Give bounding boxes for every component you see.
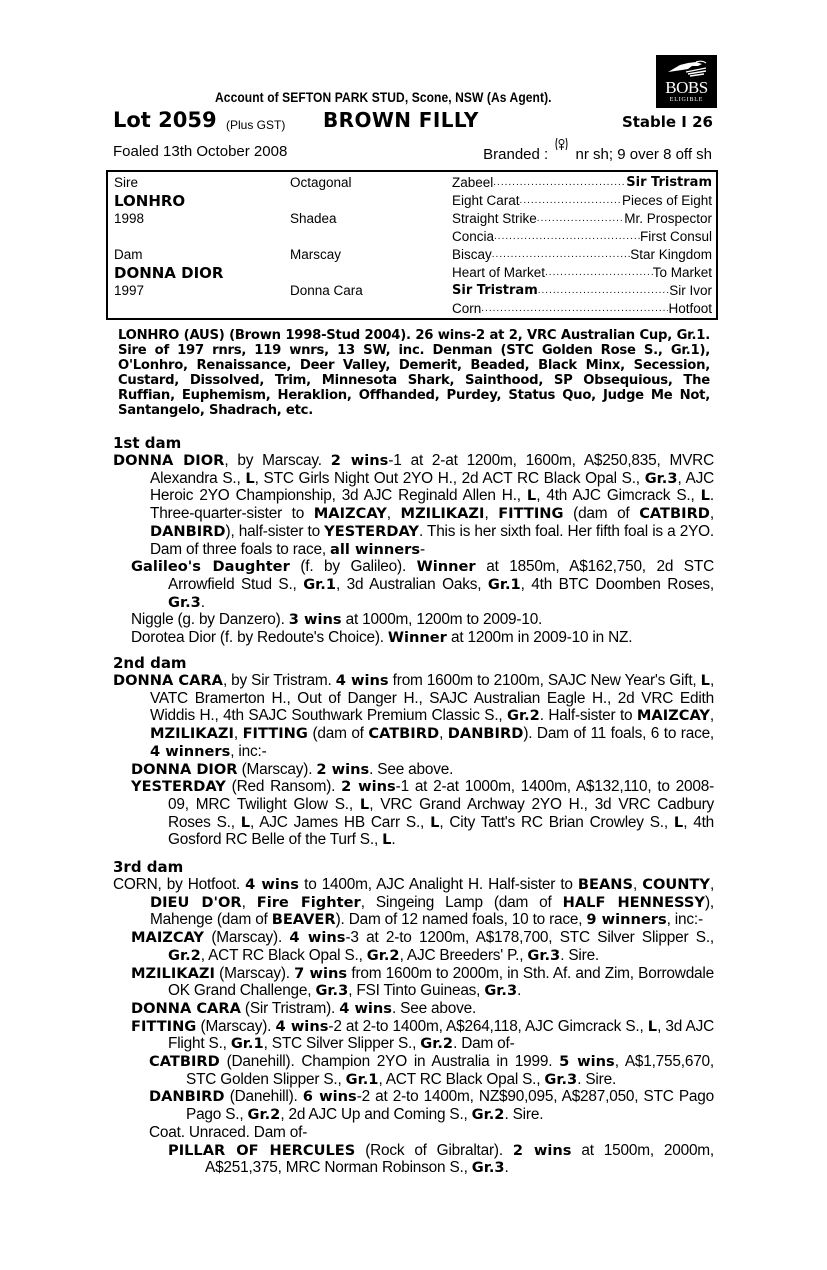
entry-text: , 3d AJC Flight S., [168, 1017, 714, 1053]
bold-text: Gr.2 [506, 707, 540, 725]
bold-text: L [382, 831, 392, 849]
pedigree-entry [113, 1142, 714, 1177]
bold-text: Gr.3 [471, 1159, 505, 1177]
bold-text: L [673, 813, 684, 831]
bold-text: Gr.3 [315, 982, 349, 1000]
entry-text: at 1850m, A$162,750, 2d STC Arrowfield Stud S., [168, 558, 714, 593]
bold-text: 2 wins [316, 760, 370, 778]
entry-text: . Dam of- [453, 1035, 515, 1053]
bold-text: Gr.2 [420, 1035, 454, 1053]
entry-text: at 1500m, 2000m, A$251,375, MRC Norman Robinson S., [205, 1141, 714, 1177]
pedigree-entry [113, 1018, 714, 1053]
bold-text: L [240, 813, 251, 831]
bold-text: HALF HENNESSY [562, 893, 705, 911]
bold-text: FITTING [498, 505, 564, 523]
entry-text: , inc:- [666, 911, 703, 929]
entry-text: Dorotea Dior (f. by Redoute's Choice). [131, 629, 388, 647]
entry-text: (Sir Tristram). [240, 999, 340, 1017]
bold-text: CATBIRD [639, 505, 710, 523]
bold-text: BEAVER [271, 911, 336, 929]
bold-text: all winners [330, 540, 421, 558]
entry-text: . Half-sister to [539, 707, 637, 725]
bold-text: Galileo's Daughter [131, 558, 290, 576]
bold-text: 7 wins [294, 964, 348, 982]
great-grandparent-row [452, 192, 712, 210]
bobs-eligible-logo [656, 55, 717, 108]
bold-text: Gr.1 [345, 1070, 379, 1088]
bold-text: L [700, 672, 710, 689]
entry-text: ), half-sister to [225, 522, 325, 540]
entry-text: , by Marscay. [224, 452, 331, 469]
entry-text: . [391, 831, 396, 849]
sire-name: LONHRO [114, 192, 186, 210]
bold-text: FITTING [131, 1017, 197, 1035]
entry-text: . [517, 982, 522, 1000]
entry-text: (Danehill). Champion 2YO in Australia in 1999. [219, 1053, 560, 1071]
entry-text: CORN, by Hotfoot. [113, 876, 246, 893]
bold-text: L [359, 795, 370, 813]
bold-text: MAIZCAY [313, 505, 387, 523]
bold-text: DONNA DIOR [131, 760, 238, 778]
bold-text: DONNA CARA [131, 999, 241, 1017]
entry-text: from 1600m to 2000m, in Sth. Af. and Zim, Borrowdale OK Grand Challenge, [168, 964, 714, 1000]
entry-text: , AJC Heroic 2YO Championship, 3d AJC Reginald Allen H., [150, 469, 714, 505]
entry-text: . Sire. [504, 1106, 544, 1124]
stable-location: Stable I 26 [621, 113, 713, 131]
bold-text: Gr.2 [247, 1106, 281, 1124]
entry-text: , [484, 505, 499, 523]
grandsire-paternal: Octagonal [290, 175, 352, 190]
bold-text: DIEU D'OR [150, 893, 242, 911]
bold-text: COUNTY [642, 876, 710, 893]
bold-text: Gr.2 [366, 946, 400, 964]
great-great-grandsire: To Market [652, 265, 712, 280]
dam-entries [113, 876, 714, 1177]
entry-text: ). Dam of 11 foals, 6 to race, [523, 725, 715, 743]
entry-text: (Marscay). [214, 964, 295, 982]
entry-text: , STC Girls Night Out 2YO H., 2d ACT RC Black Opal S., [254, 469, 645, 487]
entry-text: -2 at 2-to 1400m, NZ$90,095, A$287,050, STC Pago Pago S., [186, 1088, 715, 1124]
pedigree-entry [113, 629, 714, 647]
bold-text: Gr.1 [487, 575, 521, 593]
bold-text: Gr.3 [168, 593, 201, 611]
entry-text: , AJC Breeders' P., [399, 946, 528, 964]
bold-text: L [526, 487, 537, 505]
bold-text: 4 wins [335, 672, 389, 689]
circled-brand-icon [554, 136, 569, 156]
bold-text: Gr.1 [230, 1035, 264, 1053]
bold-text: 4 wins [245, 876, 299, 893]
bold-text: L [700, 487, 710, 505]
entry-text: , AJC James HB Carr S., [250, 813, 431, 831]
great-granddam: Concia [452, 229, 495, 244]
great-granddam: Sir Tristram [452, 283, 538, 298]
bold-text: DANBIRD [149, 1088, 225, 1106]
entry-text: (Danehill). [224, 1088, 303, 1106]
entry-text: , [709, 505, 714, 523]
entry-text: , [233, 725, 243, 743]
bold-text: 2 wins [341, 778, 396, 796]
entry-text: , 4th Gosford RC Belle of the Turf S., [168, 813, 714, 849]
dot-leader [520, 192, 622, 210]
bold-text: Gr.1 [303, 575, 336, 593]
branded-label: Branded : [483, 146, 549, 163]
entry-text: (Marscay). [237, 760, 317, 778]
entry-text: , VATC Bramerton H., Out of Danger H., SAJC Australian Eagle H., 2d VRC Edith Widdis H., 4th SAJC Southwark Premium Classic S., [150, 672, 715, 725]
bold-text: MAIZCAY [636, 707, 710, 725]
entry-text: , VRC Grand Archway 2YO H., 3d VRC Cadbury Roses S., [168, 795, 714, 831]
entry-text: -2 at 2-to 1400m, A$264,118, AJC Gimcrack S., [328, 1017, 648, 1035]
entry-text: Coat. Unraced. Dam of- [149, 1123, 308, 1141]
entry-text: (f. by Galileo). [289, 558, 417, 576]
vendor-account: Account of SEFTON PARK STUD, Scone, NSW (As Agent). [215, 89, 552, 105]
logo-text: BOBS [665, 78, 708, 97]
dot-leader [494, 228, 640, 246]
bold-text: 2 wins [512, 1141, 572, 1159]
bold-text: MZILIKAZI [150, 725, 234, 743]
dam-label: Dam [114, 247, 143, 262]
bold-text: 4 winners [150, 742, 231, 760]
pedigree-entry [113, 611, 714, 629]
great-granddam: Heart of Market [452, 265, 546, 280]
entry-text: , [386, 505, 401, 523]
great-grandparent-row [452, 174, 712, 192]
section-heading: 3rd dam [113, 858, 184, 876]
entry-text: (Marscay). [204, 929, 290, 947]
pedigree-entry [113, 778, 714, 849]
pedigree-entry [113, 672, 714, 761]
great-granddam: Corn [452, 301, 482, 316]
section-heading: 1st dam [113, 434, 182, 452]
entry-text: . See above. [392, 999, 477, 1017]
brand-marks-text: nr sh; 9 over 8 off sh [575, 146, 712, 163]
pedigree-entry [113, 876, 714, 929]
entry-text: , [633, 876, 643, 893]
bold-text: 4 wins [275, 1017, 329, 1035]
entry-text: . [504, 1159, 509, 1177]
great-great-grandsire: Mr. Prospector [624, 211, 712, 226]
pedigree-table [106, 170, 718, 320]
bold-text: CATBIRD [368, 725, 440, 743]
great-great-grandsire: Star Kingdom [630, 247, 712, 262]
bold-text: 9 winners [586, 911, 667, 929]
grandsire-maternal: Marscay [290, 247, 342, 262]
pedigree-entry [113, 1124, 714, 1142]
granddam-maternal: Donna Cara [290, 283, 363, 298]
great-great-grandsire: Sir Ivor [669, 283, 712, 298]
entry-text: at 1200m in 2009-10 in NZ. [446, 629, 633, 647]
pedigree-entry [113, 1053, 714, 1088]
bold-text: Gr.3 [484, 982, 518, 1000]
pedigree-entry [113, 558, 714, 611]
bold-text: DANBIRD [447, 725, 524, 743]
great-grandparent-row [452, 228, 712, 246]
entry-text: , ACT RC Black Opal S., [378, 1070, 545, 1088]
entry-text: ), Mahenge (dam of [150, 893, 714, 929]
entry-text: , 3d Australian Oaks, [336, 575, 488, 593]
entry-text: Niggle (g. by Danzero). [131, 611, 289, 629]
entry-text: , STC Silver Slipper S., [263, 1035, 421, 1053]
bold-text: Gr.3 [544, 1070, 578, 1088]
third-dam-section [113, 859, 714, 1177]
second-dam-section [113, 655, 714, 849]
entry-text: , 2d AJC Up and Coming S., [280, 1106, 472, 1124]
logo-subtext: ELIGIBLE [669, 97, 704, 103]
entry-text: , inc:- [230, 742, 267, 760]
bold-text: 3 wins [288, 611, 342, 629]
bold-text: Winner [416, 558, 476, 576]
dot-leader [493, 174, 626, 192]
entry-text: . [200, 593, 205, 611]
bold-text: YESTERDAY [131, 778, 226, 796]
entry-text: at 1000m, 1200m to 2009-10. [341, 611, 543, 629]
entry-text: , 4th BTC Doomben Roses, [520, 575, 715, 593]
bold-text: L [647, 1017, 658, 1035]
bold-text: DONNA DIOR [113, 452, 225, 469]
bold-text: 6 wins [302, 1088, 357, 1106]
bold-text: Fire Fighter [256, 893, 361, 911]
entry-text: , ACT RC Black Opal S., [200, 946, 367, 964]
pedigree-entry [113, 929, 714, 964]
great-great-grandsire: Pieces of Eight [621, 193, 712, 208]
bold-text: BEANS [577, 876, 634, 893]
great-grandparent-row [452, 300, 712, 318]
pedigree-entry [113, 1088, 714, 1123]
bold-text: MZILIKAZI [400, 505, 485, 523]
entry-text: , Singeing Lamp (dam of [360, 893, 563, 911]
entry-text: . This is her sixth foal. Her fifth foal is a 2YO. Dam of three foals to race, [150, 522, 714, 558]
entry-text: . See above. [369, 760, 454, 778]
dam-entries [113, 452, 714, 647]
dot-leader [481, 300, 668, 318]
bold-text: 2 wins [330, 452, 389, 469]
great-grandparent-row [452, 246, 712, 264]
pedigree-entry [113, 452, 714, 558]
dot-leader [538, 282, 669, 300]
entry-text: -1 at 2-at 1000m, 1400m, A$132,110, to 2008-09, MRC Twilight Glow S., [168, 778, 714, 813]
granddam-paternal: Shadea [290, 211, 337, 226]
great-granddam: Biscay [452, 247, 492, 262]
sire-summary: LONHRO (AUS) (Brown 1998-Stud 2004). 26 wins-2 at 2, VRC Australian Cup, Gr.1. Sire of 197 rnrs, 119 wnrs, 13 SW, inc. Denman (STC Golden Rose S., Gr.1), O'Lonhro, Renaissance, Deer Valley, Demerit, Beaded, Black Minx, Secession, Custard, Dissolved, Trim, Minnesota Shark, Sainthood, SP Obsequious, The Ruffian, Euphemism, Heraklion, Offhanded, Purdey, Status Quo, Judge Me Not, Santangelo, Shadrach, etc. [118, 328, 710, 418]
entry-text: , City Tatt's RC Brian Crowley S., [439, 813, 674, 831]
entry-text: , [709, 876, 715, 893]
entry-text: , A$1,755,670, STC Golden Slipper S., [186, 1053, 714, 1088]
sire-label: Sire [114, 175, 139, 190]
entry-text: to 1400m, AJC Analight H. Half-sister to [299, 876, 578, 893]
entry-text: (dam of [307, 725, 369, 743]
great-granddam: Straight Strike [452, 211, 537, 226]
entry-text: , 4th AJC Gimcrack S., [536, 487, 701, 505]
great-great-grandsire: Sir Tristram [626, 175, 712, 190]
sire-year: 1998 [114, 211, 145, 226]
great-granddam: Zabeel [452, 175, 494, 190]
bold-text: 4 wins [339, 999, 392, 1017]
bold-text: 5 wins [559, 1053, 615, 1071]
entry-text: - [420, 540, 425, 558]
bold-text: 4 wins [289, 929, 346, 947]
bold-text: Gr.3 [527, 946, 561, 964]
great-grandparent-row [452, 282, 712, 300]
great-great-grandsire: Hotfoot [668, 301, 712, 316]
entry-text: , FSI Tinto Guineas, [348, 982, 485, 1000]
bold-text: CATBIRD [149, 1053, 220, 1071]
dam-year: 1997 [114, 283, 145, 298]
brand-description [483, 143, 712, 163]
section-heading: 2nd dam [113, 654, 187, 672]
bold-text: YESTERDAY [324, 522, 419, 540]
great-granddam: Eight Carat [452, 193, 520, 208]
bold-text: Gr.2 [168, 946, 201, 964]
entry-text: -3 at 2-to 1200m, A$178,700, STC Silver Slipper S., [345, 929, 714, 947]
entry-text: (dam of [563, 505, 640, 523]
dam-entries [113, 672, 714, 849]
entry-text: . Sire. [560, 946, 600, 964]
bold-text: MZILIKAZI [131, 964, 215, 982]
great-grandparent-row [452, 264, 712, 282]
foaled-date: Foaled 13th October 2008 [113, 143, 288, 160]
dot-leader [492, 246, 630, 264]
entry-text: -1 at 2-at 1200m, 1600m, A$250,835, MVRC Alexandra S., [150, 452, 714, 487]
bold-text: Gr.3 [644, 469, 678, 487]
horse-head-icon [666, 60, 708, 80]
pedigree-entry [113, 761, 714, 779]
entry-text: from 1600m to 2100m, SAJC New Year's Gift, [388, 672, 701, 689]
bold-text: MAIZCAY [131, 929, 205, 947]
entry-text: ). Dam of 12 named foals, 10 to race, [335, 911, 587, 929]
bold-text: L [245, 469, 255, 487]
entry-text: (Marscay). [196, 1017, 276, 1035]
entry-text: (Rock of Gibraltar). [355, 1141, 513, 1159]
pedigree-entry [113, 1000, 714, 1018]
bold-text: DONNA CARA [113, 672, 223, 689]
bold-text: L [430, 813, 440, 831]
dot-leader [545, 264, 653, 282]
great-grandparent-row [452, 210, 712, 228]
lot-header [113, 108, 713, 136]
dam-name: DONNA DIOR [114, 264, 224, 282]
plus-gst-note: (Plus GST) [226, 118, 286, 132]
entry-text: . Sire. [577, 1070, 617, 1088]
entry-text: , by Sir Tristram. [222, 672, 336, 689]
great-great-grandsire: First Consul [639, 229, 712, 244]
bold-text: Gr.2 [471, 1106, 505, 1124]
bold-text: FITTING [242, 725, 308, 743]
lot-number: Lot 2059 [113, 108, 217, 132]
bold-text: PILLAR OF HERCULES [168, 1141, 356, 1159]
dot-leader [537, 210, 624, 228]
horse-description: BROWN FILLY [323, 108, 479, 132]
entry-text: , [709, 707, 714, 725]
bold-text: DANBIRD [150, 522, 226, 540]
entry-text: , [241, 893, 257, 911]
bold-text: Winner [387, 629, 447, 647]
pedigree-entry [113, 965, 714, 1000]
entry-text: , [439, 725, 448, 743]
entry-text: (Red Ransom). [225, 778, 342, 796]
first-dam-section [113, 435, 714, 647]
entry-text: . Three-quarter-sister to [150, 487, 714, 523]
